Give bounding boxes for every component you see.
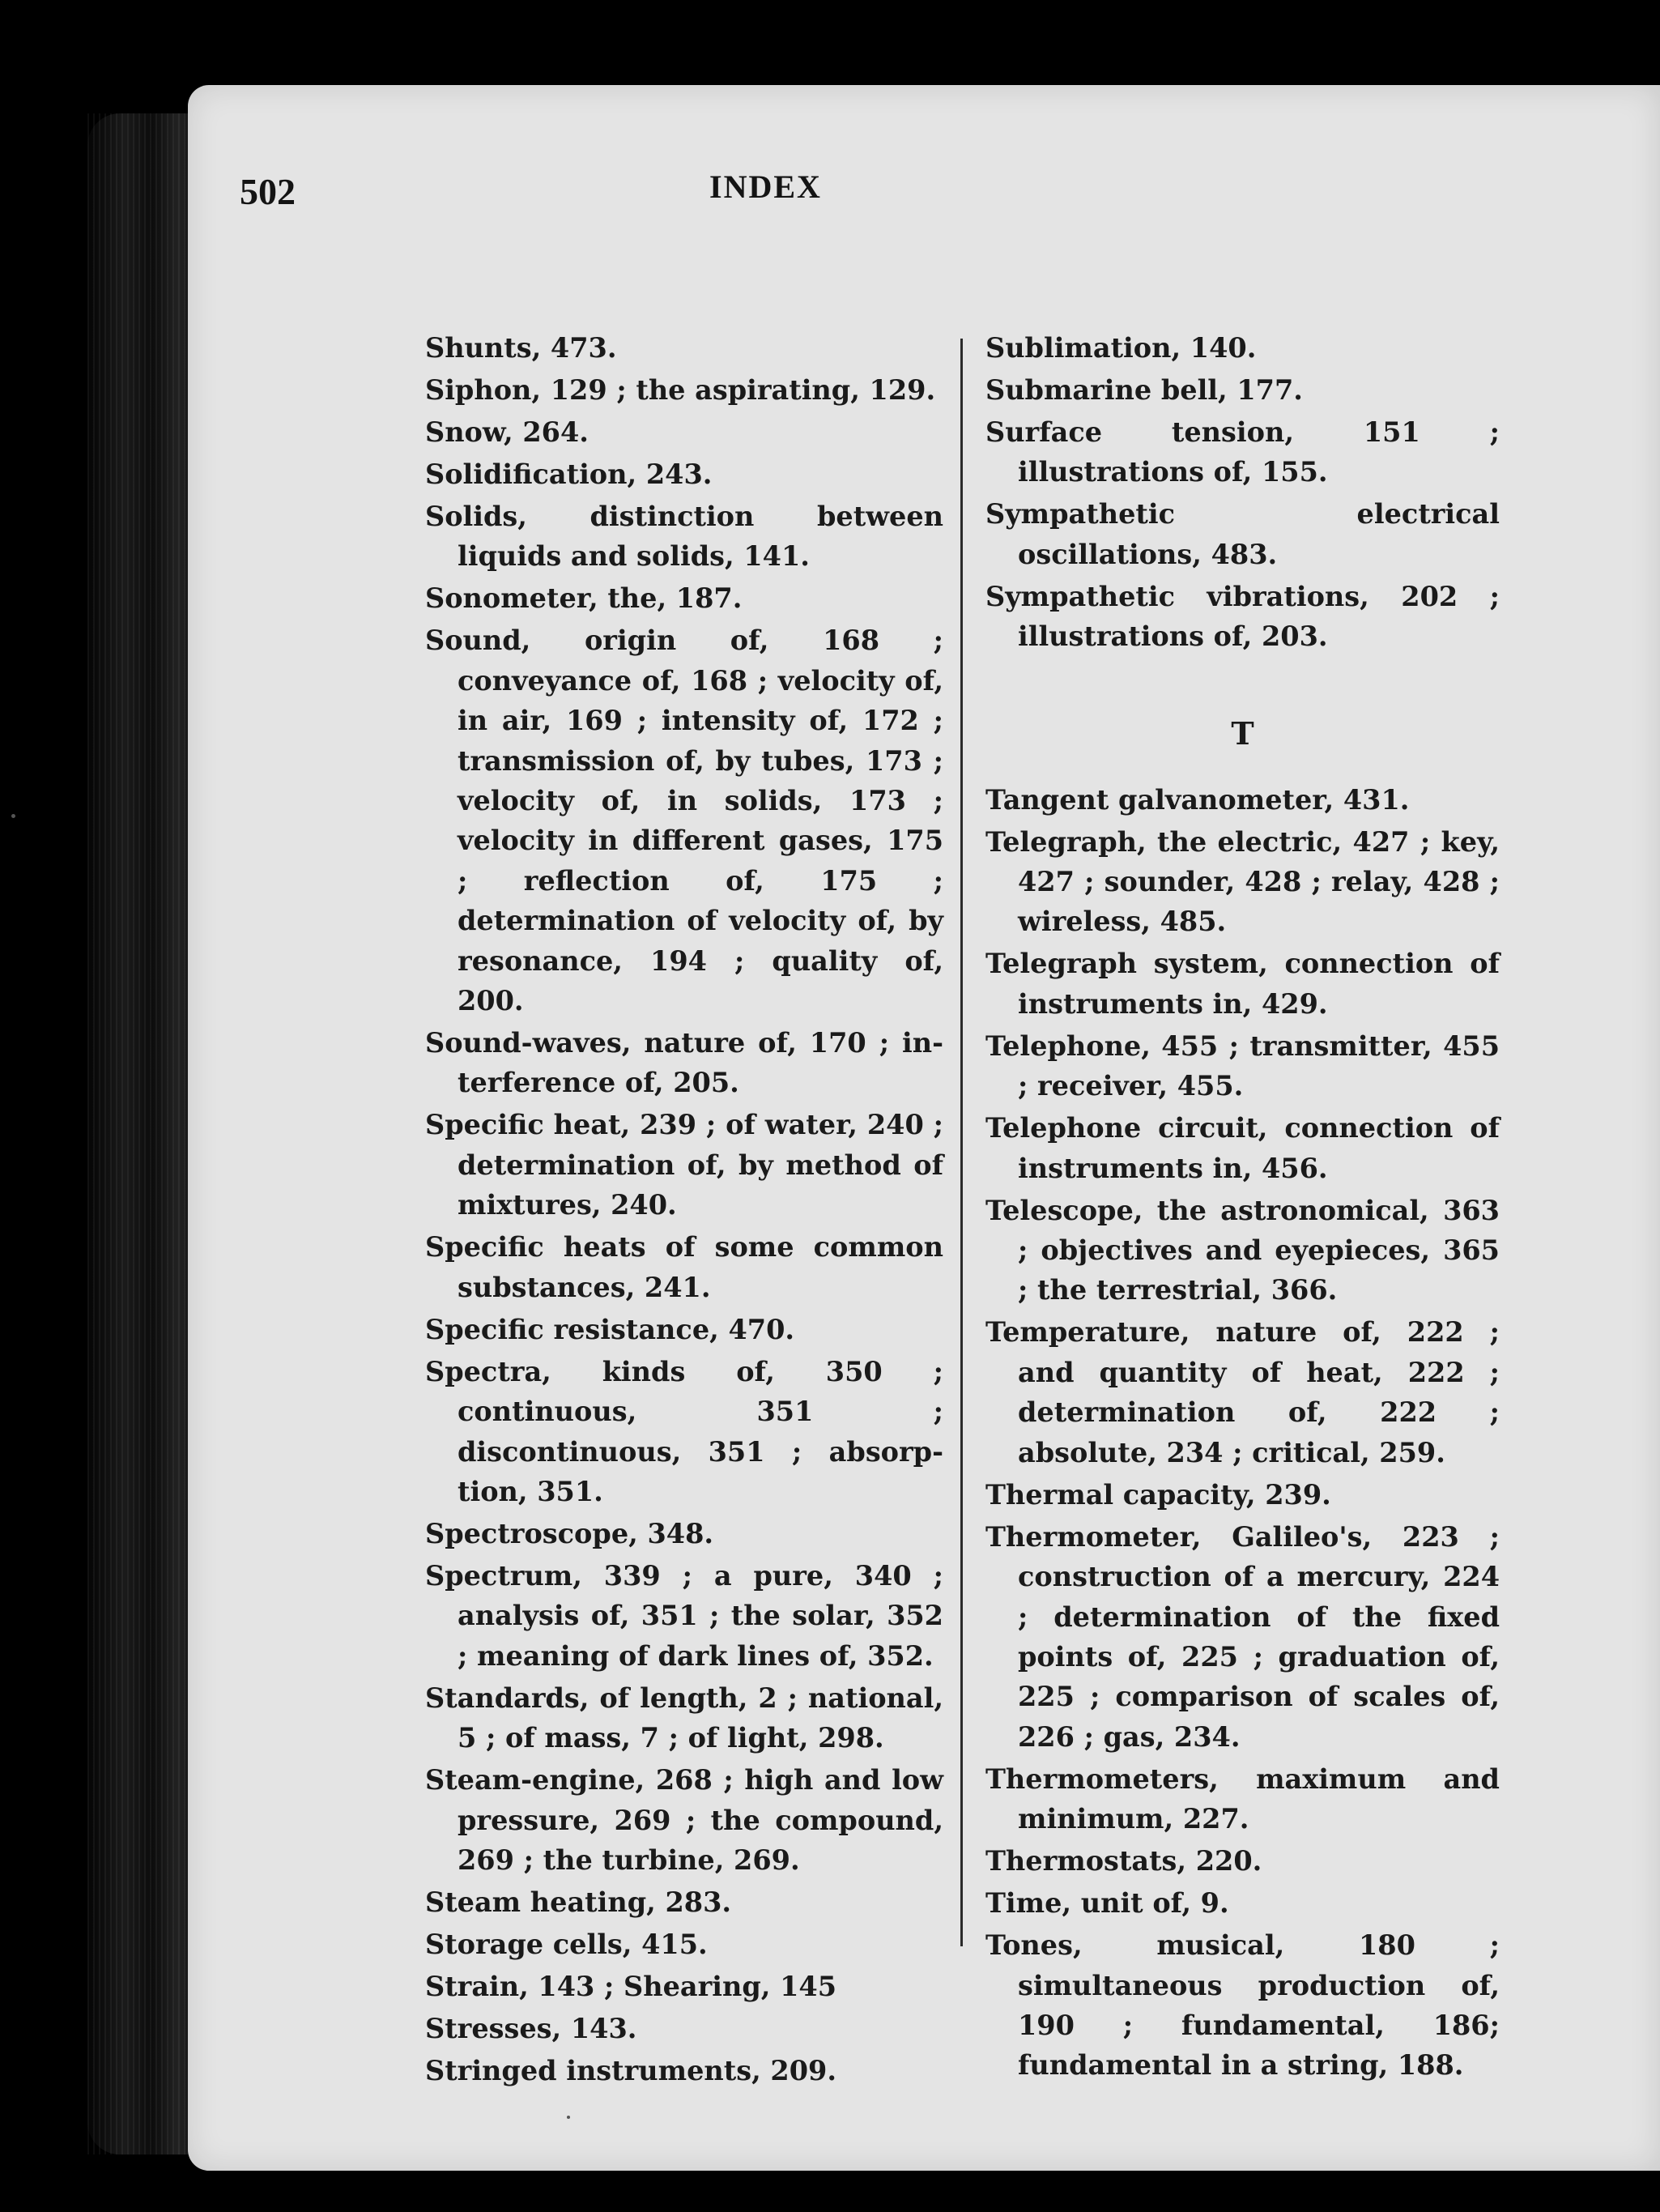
index-entry: Thermometer, Galileo's, 223 ; construction of a mercury, 224 ; determination of the fixed points of, 225 ; graduation of, 225 ; comparison of scales of, 226 ; gas, 234. — [985, 1520, 1500, 1753]
index-entry: Stresses, 143. — [425, 2012, 637, 2044]
index-entry: Steam-engine, 268 ; high and low pressure, 269 ; the compound, 269 ; the turbine, 269. — [425, 1764, 943, 1876]
index-entry: Storage cells, 415. — [425, 1928, 708, 1960]
book-spine-edge — [87, 113, 194, 2154]
index-entry: Sublimation, 140. — [985, 332, 1257, 364]
index-entry: Telegraph system, connection of instruments in, 429. — [985, 948, 1500, 1020]
index-entry: Standards, of length, 2 ; national, 5 ; of mass, 7 ; of light, 298. — [425, 1681, 943, 1754]
index-entry: Solids, distinction between liquids and solids, 141. — [425, 501, 943, 573]
index-entry: Tones, musical, 180 ; simultaneous production of, 190 ; fundamental, 186; fundamental in a string, 188. — [985, 1929, 1500, 2082]
scan-speck — [567, 2116, 570, 2119]
index-entry: Sound-waves, nature of, 170 ; interference of, 205. — [425, 1027, 943, 1099]
index-entry: Snow, 264. — [425, 416, 589, 448]
running-head: INDEX — [709, 168, 822, 205]
scan-speck — [11, 814, 15, 818]
index-entry: Sound, origin of, 168 ; conveyance of, 168 ; velocity of, in air, 169 ; intensity of, 172 ; transmission of, by tubes, 173 ; velocity of, in solids, 173 ; velocity in different gases, 175 ; reflection of, 175 ; determination of velocity of, by resonance, 194 ; quality of, 200. — [425, 624, 943, 1017]
index-entry: Surface tension, 151 ; illustrations of, 155. — [985, 416, 1500, 488]
index-entry: Temperature, nature of, 222 ; and quantity of heat, 222 ; determination of, 222 ; absolute, 234 ; critical, 259. — [985, 1316, 1500, 1468]
index-entry: Steam heating, 283. — [425, 1886, 732, 1918]
index-entry: Tangent galvanometer, 431. — [985, 783, 1410, 816]
index-entry: Time, unit of, 9. — [985, 1887, 1229, 1920]
index-entry: Solidification, 243. — [425, 458, 713, 490]
index-entry: Thermometers, maximum and minimum, 227. — [985, 1762, 1500, 1835]
index-entry: Shunts, 473. — [425, 332, 617, 364]
index-section-t — [985, 780, 1500, 2086]
index-entry: Telegraph, the electric, 427 ; key, 427 ; sounder, 428 ; relay, 428 ; wireless, 485. — [985, 825, 1500, 938]
index-entry: Thermal capacity, 239. — [985, 1478, 1331, 1511]
index-entry: Telephone, 455 ; transmitter, 455 ; receiver, 455. — [985, 1029, 1500, 1102]
index-entry: Sympathetic electrical oscillations, 483. — [985, 498, 1500, 570]
index-entry: Stringed instruments, 209. — [425, 2054, 837, 2086]
index-entry: Spectrum, 339 ; a pure, 340 ; analysis of, 351 ; the solar, 352 ; meaning of dark lines of, 352. — [425, 1559, 943, 1672]
index-entry: Sympathetic vibrations, 202 ; illustrations of, 203. — [985, 580, 1500, 653]
index-entry: Telephone circuit, connection of instruments in, 456. — [985, 1112, 1500, 1184]
page-number: 502 — [240, 171, 296, 212]
index-entry: Siphon, 129 ; the aspirating, 129. — [425, 374, 936, 406]
index-column-left — [425, 328, 943, 2093]
index-entry: Specific resistance, 470. — [425, 1313, 795, 1345]
index-section-s-continued — [985, 328, 1500, 657]
index-entry: Telescope, the astronomical, 363 ; objectives and eyepieces, 365 ; the terrestrial, 366. — [985, 1194, 1500, 1306]
index-entry: Strain, 143 ; Shearing, 145 — [425, 1970, 837, 2002]
section-letter-t: T — [1231, 714, 1254, 752]
index-entry: Thermostats, 220. — [985, 1845, 1262, 1877]
index-entry: Submarine bell, 177. — [985, 374, 1303, 406]
index-column-right — [985, 328, 1500, 2087]
column-divider — [960, 339, 963, 1946]
index-entry: Sonometer, the, 187. — [425, 582, 743, 615]
index-entry: Spectroscope, 348. — [425, 1517, 714, 1549]
index-entry: Spectra, kinds of, 350 ; continuous, 351 ; discontinuous, 351 ; absorption, 351. — [425, 1355, 943, 1507]
index-entry: Specific heat, 239 ; of water, 240 ; determination of, by method of mixtures, 240. — [425, 1109, 943, 1221]
index-entry: Specific heats of some common substances, 241. — [425, 1231, 943, 1303]
